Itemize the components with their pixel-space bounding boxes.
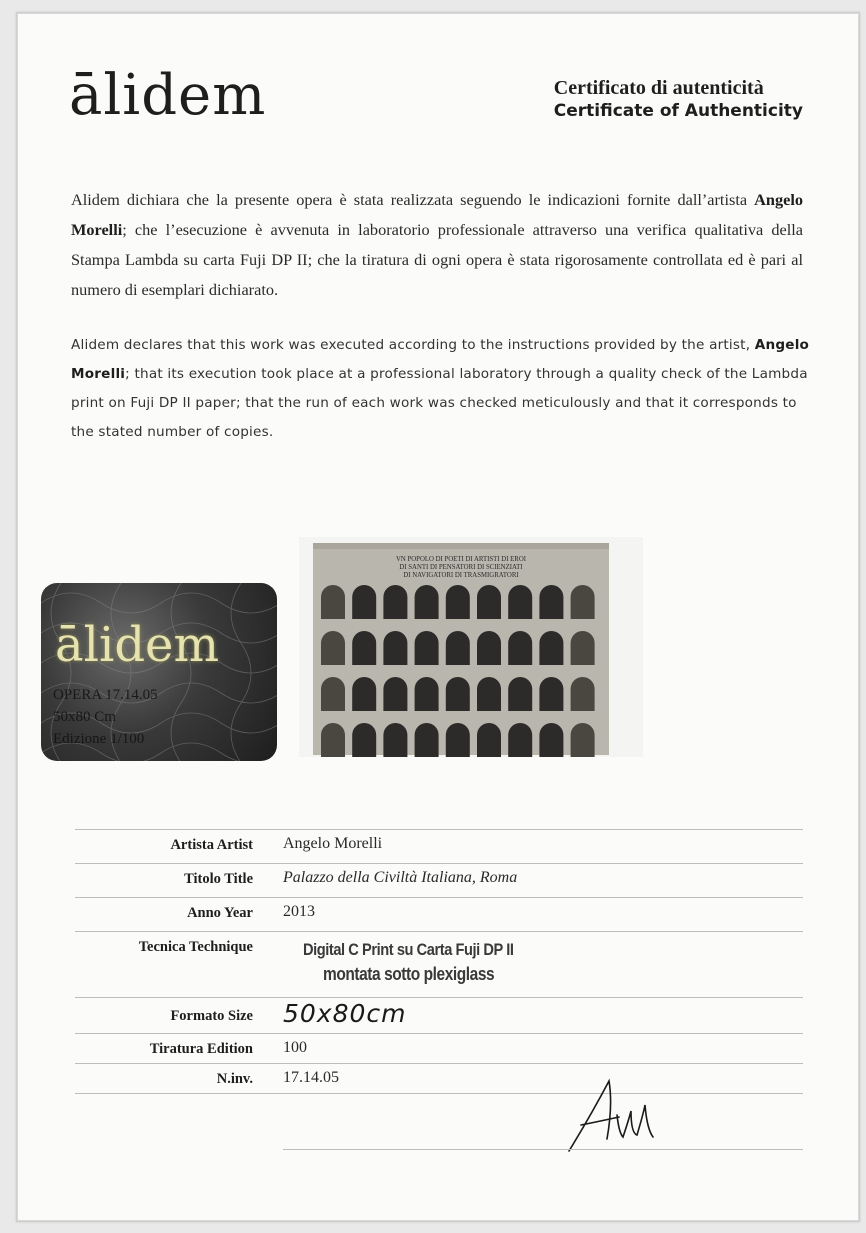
arch-window xyxy=(446,631,470,665)
hologram-opera: OPERA 17.14.05 xyxy=(53,687,158,703)
row-bottom-rule xyxy=(75,1093,803,1095)
technique-line-2: montata sotto plexiglass xyxy=(323,964,495,984)
value-inventory: 17.14.05 xyxy=(283,1069,339,1086)
title-italian: Certificato di autenticità xyxy=(553,77,764,99)
arch-window xyxy=(383,585,407,619)
declaration-english xyxy=(71,331,811,447)
arch-window xyxy=(539,585,563,619)
arch-window xyxy=(539,723,563,757)
row-title xyxy=(75,863,803,898)
label-title: Titolo Title xyxy=(184,871,253,887)
title-english: Certificate of Authenticity xyxy=(553,101,803,121)
artwork-photo xyxy=(299,537,643,757)
arch-window xyxy=(571,631,595,665)
alidem-logo: ālidem xyxy=(69,63,267,128)
value-size: 50x80cm xyxy=(283,999,407,1028)
row-technique xyxy=(75,931,803,998)
certificate-page xyxy=(16,12,860,1222)
declaration-italian-artist: Angelo Morelli xyxy=(71,190,803,239)
hologram-logo: ālidem xyxy=(55,617,219,673)
row-year xyxy=(75,897,803,932)
arch-window xyxy=(446,585,470,619)
arch-window xyxy=(508,677,532,711)
arch-window xyxy=(415,677,439,711)
row-artist xyxy=(75,829,803,864)
declaration-english-artist: Angelo Morelli xyxy=(71,337,810,382)
arch-window xyxy=(415,631,439,665)
arch-window xyxy=(321,631,345,665)
arch-window xyxy=(571,723,595,757)
arch-window xyxy=(352,631,376,665)
inscription-line-2: DI SANTI DI PENSATORI DI SCIENZIATI xyxy=(399,564,523,571)
arch-window xyxy=(415,585,439,619)
declaration-italian-part1: Alidem dichiara che la presente opera è stata realizzata seguendo le indicazioni fornite dall’artista xyxy=(71,190,755,209)
value-edition: 100 xyxy=(283,1039,307,1056)
arch-window xyxy=(508,723,532,757)
declaration-english-part2: ; that its execution took place at a professional laboratory through a quality check of the Lambda print on Fuji DP II paper; that the run of each work was checked meticulously and that it corresponds to the stated number of copies. xyxy=(71,366,808,440)
arch-window xyxy=(352,585,376,619)
arch-window xyxy=(508,585,532,619)
row-size xyxy=(75,997,803,1034)
label-inventory: N.inv. xyxy=(216,1071,253,1087)
arch-window xyxy=(352,723,376,757)
label-year: Anno Year xyxy=(187,905,253,921)
artist-signature xyxy=(561,1075,691,1155)
signature-line xyxy=(283,1149,803,1150)
value-year: 2013 xyxy=(283,903,315,920)
arch-window xyxy=(477,631,501,665)
hologram-size: 50x80 Cm xyxy=(53,709,116,725)
declaration-italian-part2: ; che l’esecuzione è avvenuta in laboratorio professionale attraverso una verifica qualitativa della Stampa Lambda su carta Fuji DP II; che la tiratura di ogni opera è stata rigorosamente controllata ed è pari al numero di esemplari dichiarato. xyxy=(71,220,803,299)
arch-window xyxy=(352,677,376,711)
label-artist: Artista Artist xyxy=(170,837,253,853)
value-technique xyxy=(303,940,548,985)
label-size: Formato Size xyxy=(170,1008,253,1024)
value-artist: Angelo Morelli xyxy=(283,835,383,852)
arch-window xyxy=(477,677,501,711)
value-title: Palazzo della Civiltà Italiana, Roma xyxy=(283,869,518,886)
arch-window xyxy=(383,723,407,757)
arch-window xyxy=(539,677,563,711)
arch-window xyxy=(321,723,345,757)
label-edition: Tiratura Edition xyxy=(149,1041,253,1057)
arch-window xyxy=(539,631,563,665)
arch-window xyxy=(571,677,595,711)
certificate-title xyxy=(554,77,803,121)
arch-window xyxy=(477,723,501,757)
arch-window xyxy=(383,677,407,711)
label-technique: Tecnica Technique xyxy=(138,939,253,955)
arch-window xyxy=(383,631,407,665)
arch-window xyxy=(415,723,439,757)
arch-window xyxy=(321,677,345,711)
arch-window xyxy=(446,677,470,711)
arch-window xyxy=(477,585,501,619)
technique-line-1: Digital C Print su Carta Fuji DP II xyxy=(303,940,514,959)
arch-window xyxy=(321,585,345,619)
declaration-english-part1: Alidem declares that this work was executed according to the instructions provided by the artist, xyxy=(71,337,755,353)
palazzo-building-image xyxy=(299,537,643,757)
inscription-line-1: VN POPOLO DI POETI DI ARTISTI DI EROI xyxy=(395,556,527,563)
row-edition xyxy=(75,1033,803,1064)
arch-window xyxy=(508,631,532,665)
row-inventory xyxy=(75,1063,803,1094)
hologram-sticker xyxy=(41,583,277,761)
inscription-line-3: DI NAVIGATORI DI TRASMIGRATORI xyxy=(403,572,519,579)
hologram-edition: Edizione 1/100 xyxy=(53,731,145,747)
arch-window xyxy=(446,723,470,757)
arch-window xyxy=(571,585,595,619)
declaration-italian xyxy=(71,185,803,305)
